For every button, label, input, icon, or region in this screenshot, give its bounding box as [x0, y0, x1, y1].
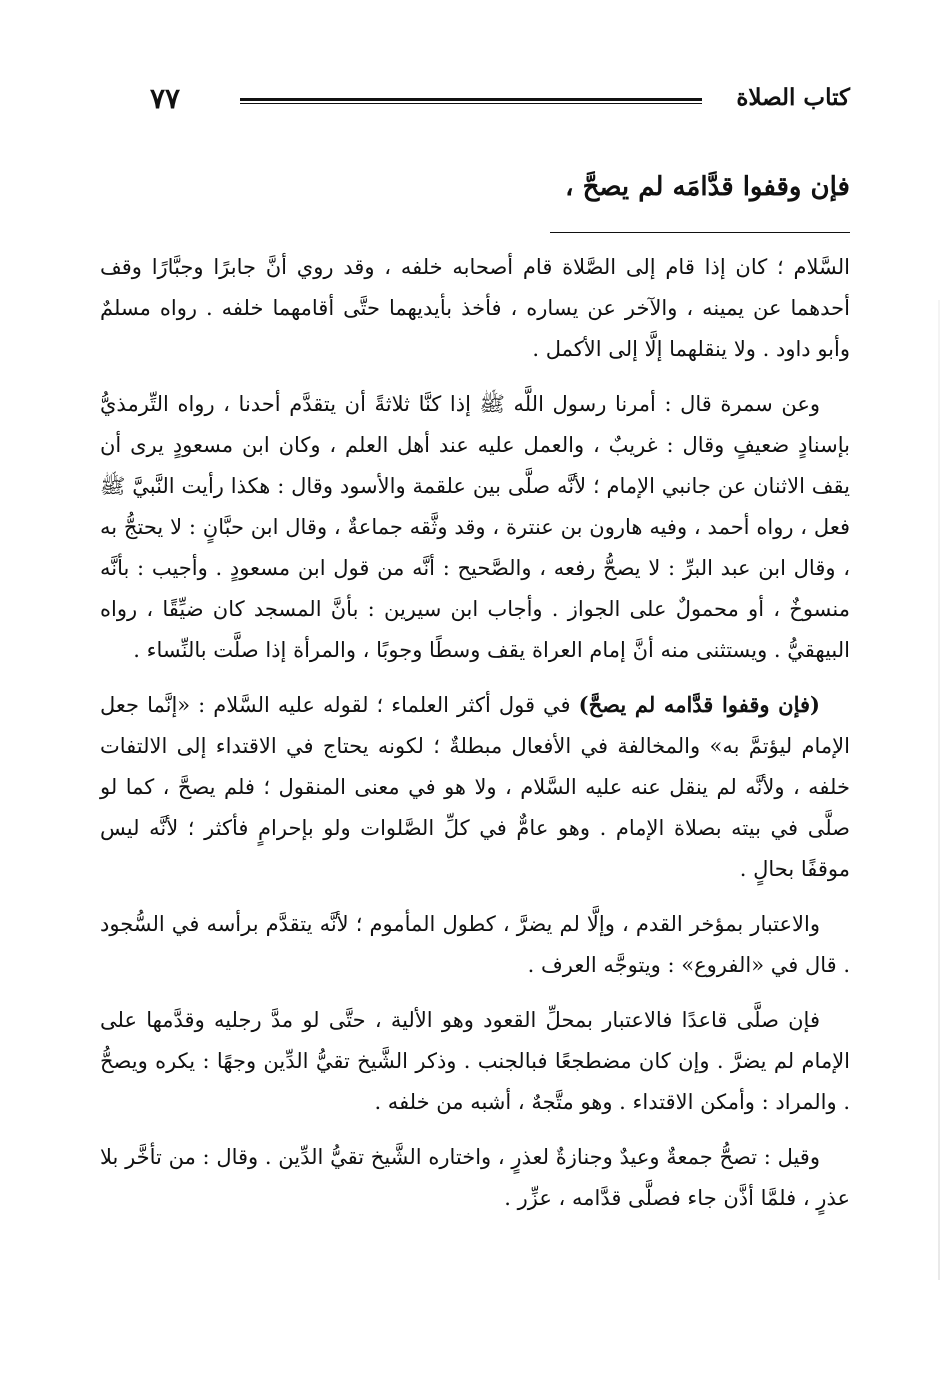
running-title: كتاب الصلاة: [736, 84, 850, 111]
paragraph: [100, 999, 850, 1123]
scan-edge-shadow: [938, 300, 940, 1280]
paragraph: [100, 246, 850, 370]
paragraph: [100, 684, 850, 890]
paragraph-text: في قول أكثر العلماء ؛ لقوله عليه السَّلام : «إنَّما جعل الإمام ليؤتمَّ به» والمخالفة في الأفعال مبطلةٌ ؛ لكونه يحتاج في الاقتداء إلى الالتفات خلفه ، ولأنَّه لم ينقل عنه عليه السَّلام ، ولا هو في معنى المنقول ؛ فلم يصحَّ ، كما لو صلَّى في بيته بصلاة الإمام . وهو عامٌّ في كلِّ الصَّلوات ولو بإحرامٍ فأكثر ؛ لأنَّه ليس موقفًا بحالٍ .: [100, 693, 850, 881]
paragraph-text: فإن صلَّى قاعدًا فالاعتبار بمحلِّ القعود وهو الألية ، حتَّى لو مدَّ رجليه وقدَّمها على الإمام لم يضرَّ . وإن كان مضطجعًا فبالجنب . وذكر الشَّيخ تقيُّ الدِّين وجهًا : يكره ويصحُّ . والمراد : وأمكن الاقتداء . وهو متَّجهٌ ، أشبه من خلفه .: [100, 1008, 850, 1114]
paragraph-text: وقيل : تصحُّ جمعةٌ وعيدٌ وجنازةٌ لعذرٍ ، واختاره الشَّيخ تقيُّ الدِّين . وقال : من تأخَّر بلا عذرٍ ، فلمَّا أذَّن جاء فصلَّى قدَّامه ، عزِّر .: [100, 1145, 850, 1210]
body-text: [100, 246, 850, 1232]
paragraph: [100, 383, 850, 671]
heading-rule: [550, 232, 850, 233]
section-heading: فإن وقفوا قدَّامَه لم يصحَّ ،: [565, 172, 850, 202]
page-number: ٧٧: [150, 82, 181, 115]
paragraph: [100, 1136, 850, 1219]
paragraph-text: السَّلام ؛ كان إذا قام إلى الصَّلاة قام أصحابه خلفه ، وقد روي أنَّ جابرًا وجبَّارًا وقف أحدهما عن يمينه ، والآخر عن يساره ، فأخذ بأيديهما حتَّى أقامهما خلفه . رواه مسلمٌ وأبو داود . ولا ينقلهما إلَّا إلى الأكمل .: [100, 255, 850, 361]
paragraph-text: والاعتبار بمؤخر القدم ، وإلَّا لم يضرَّ ، كطول المأموم ؛ لأنَّه يتقدَّم برأسه في السُّجود . قال في «الفروع» : ويتوجَّه العرف .: [100, 912, 850, 977]
paragraph: [100, 903, 850, 986]
paragraph-lead: (فإن وقفوا قدَّامه لم يصحَّ): [578, 692, 820, 717]
running-header: [150, 84, 850, 124]
paragraph-text: وعن سمرة قال : أمرنا رسول اللَّه ﷺ إذا كنَّا ثلاثةً أن يتقدَّم أحدنا ، رواه التِّرمذيُّ بإسنادٍ ضعيفٍ وقال : غريبٌ ، والعمل عليه عند أهل العلم ، وكان ابن مسعودٍ يرى أن يقف الاثنان عن جانبي الإمام ؛ لأنَّه صلَّى بين علقمة والأسود وقال : هكذا رأيت النَّبيَّ ﷺ فعل ، رواه أحمد ، وفيه هارون بن عنترة ، وقد وثَّقه جماعةٌ ، وقال ابن حبَّانٍ : لا يحتجُّ به ، وقال ابن عبد البرِّ : لا يصحُّ رفعه ، والصَّحيح : أنَّه من قول ابن مسعودٍ . وأجيب : بأنَّه منسوخٌ ، أو محمولٌ على الجواز . وأجاب ابن سيرين : بأنَّ المسجد كان ضيِّقًا ، رواه البيهقيُّ . ويستثنى منه أنَّ إمام العراة يقف وسطًا وجوبًا ، والمرأة إذا صلَّت بالنِّساء .: [100, 392, 850, 662]
header-rule: [240, 98, 702, 104]
